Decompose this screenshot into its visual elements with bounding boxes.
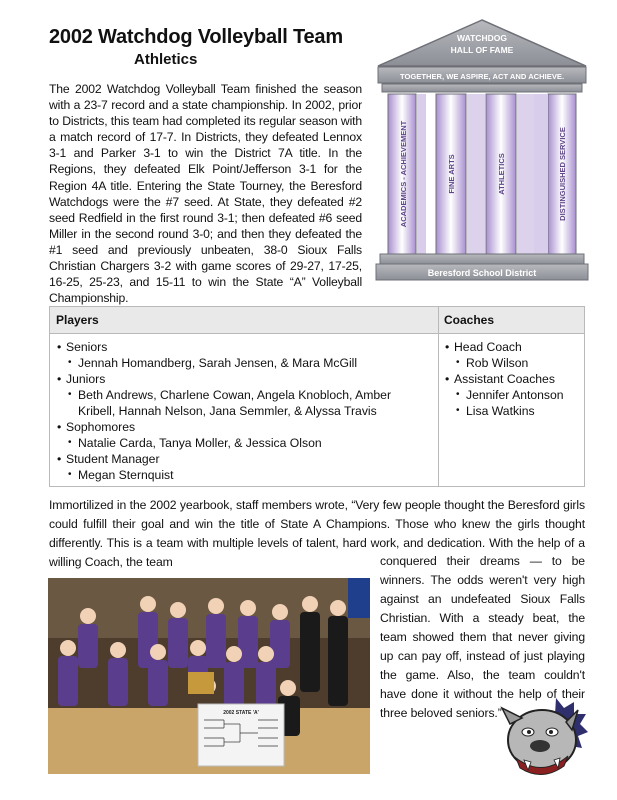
- emblem-title-line1: WATCHDOG: [457, 33, 507, 43]
- pillar-label-academics: ACADEMICS - ACHIEVEMENT: [399, 120, 408, 228]
- coach-name: • Jennifer Antonson: [442, 387, 582, 403]
- pillar-label-service: DISTINGUISHED SERVICE: [558, 127, 567, 221]
- emblem-motto: TOGETHER, WE ASPIRE, ACT AND ACHIEVE.: [399, 72, 565, 81]
- coach-group-label: • Head Coach: [442, 339, 582, 355]
- roster-group-label: • Seniors: [54, 339, 434, 355]
- pillar-label-athletics: ATHLETICS: [497, 153, 506, 195]
- roster-names: • Jennah Homandberg, Sarah Jensen, & Mara McGill: [54, 355, 434, 371]
- emblem-pillars: [388, 94, 576, 254]
- column-divider: [438, 307, 439, 486]
- intro-paragraph: The 2002 Watchdog Volleyball Team finished the season with a 23-7 record and a state championship. In 2002, prior to Districts, this team had completed its regular season with a match record of 17-7. In Districts, they defeated Lennox 3-1 and Parker 3-1 to win the District 7A title. In the Regions, they defeated Elk Point/Jefferson 3-1 for the Region 4A title. Entering the State Tourney, the Beresford Watchdogs were the #7 seed. At State, they defeated #2 seed Redfield in the first round 3-1; then defeated #6 seed Miller in the second round 3-0; and then they defeated the #1 seed and previously unbeaten, 38-0 Sioux Falls Christian Chargers 3-2 with game scores of 29-27, 17-25, 16-25, 25-23, and 15-11 to win the State “A” Volleyball Championship.: [49, 82, 362, 306]
- page-subtitle: Athletics: [134, 51, 198, 68]
- roster-names: • Beth Andrews, Charlene Cowan, Angela Knobloch, Amber Kribell, Hannah Nelson, Jana Semmler, & Alyssa Travis: [54, 387, 434, 419]
- trophy: [188, 672, 214, 694]
- emblem-title-line2: HALL OF FAME: [450, 45, 514, 55]
- yearbook-quote-continued: conquered their dreams — to be winners. The odds weren't very high against an undefeated Sioux Falls Christian. With a steady beat, the team showed them that never giving up can pay off, instead of just playing the game. Also, the team couldn't have done it without the help of their three beloved seniors.”: [380, 554, 585, 720]
- team-photo: [48, 578, 370, 774]
- roster-group-label: • Student Manager: [54, 451, 434, 467]
- hall-of-fame-emblem: [374, 14, 590, 286]
- roster-group-label: • Sophomores: [54, 419, 434, 435]
- page-title: 2002 Watchdog Volleyball Team: [49, 26, 343, 48]
- players-list: [54, 339, 434, 483]
- bracket-banner-title: 2002 STATE 'A': [223, 710, 259, 716]
- roster-header-row: [50, 307, 584, 334]
- players-column-header: Players: [56, 313, 99, 327]
- roster-table: [49, 306, 585, 487]
- roster-names: • Natalie Carda, Tanya Moller, & Jessica Olson: [54, 435, 434, 451]
- bulldog-mascot-icon: [496, 694, 590, 786]
- coach-group-label: • Assistant Coaches: [442, 371, 582, 387]
- emblem-base-label: Beresford School District: [427, 268, 537, 278]
- coach-name: • Lisa Watkins: [442, 403, 582, 419]
- coach-name: • Rob Wilson: [442, 355, 582, 371]
- coaches-list: [442, 339, 582, 419]
- roster-names: • Megan Sternquist: [54, 467, 434, 483]
- coaches-column-header: Coaches: [444, 313, 495, 327]
- roster-group-label: • Juniors: [54, 371, 434, 387]
- pillar-label-fine-arts: FINE ARTS: [447, 154, 456, 194]
- yearbook-quote-top: Immortilized in the 2002 yearbook, staff members wrote, “Very few people thought the Beresford girls could fulfill their goal and win the title of State A Champions. Those who knew the girls thought differently. This is a team with multiple levels of talent, hard work, and dedication. With the help of a willing Coach, the team: [49, 498, 585, 569]
